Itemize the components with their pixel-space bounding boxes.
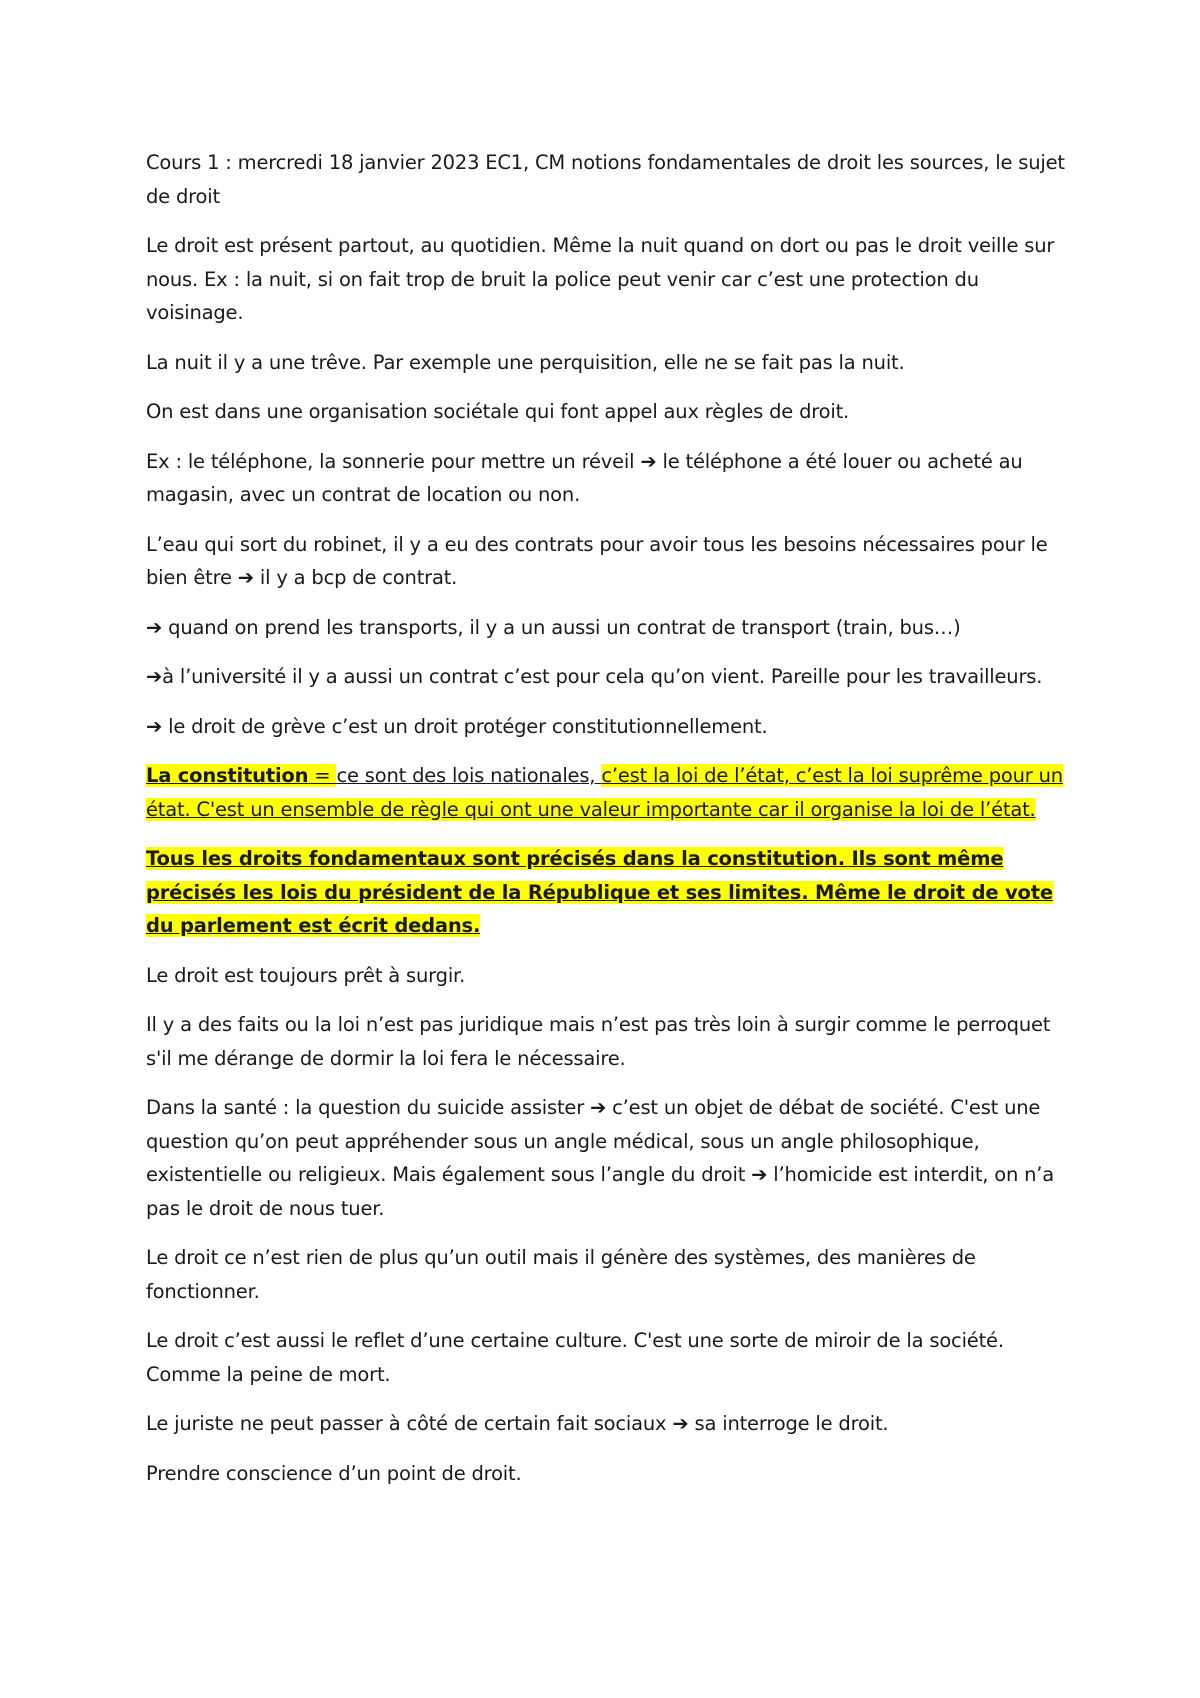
constitution-term: La constitution — [146, 764, 309, 787]
paragraph: Le juriste ne peut passer à côté de certain fait sociaux ➔ sa interroge le droit. — [146, 1412, 889, 1435]
paragraph: Ex : le téléphone, la sonnerie pour mettre un réveil ➔ le téléphone a été louer ou acheté au magasin, avec un contrat de location ou non. — [146, 449, 1023, 506]
paragraph: L’eau qui sort du robinet, il y a eu des contrats pour avoir tous les besoins nécessaires pour le bien être ➔ il y a bcp de contrat. — [146, 532, 1048, 589]
constitution-highlight: c’est la loi de l’état, c’est la loi suprême pour un état. C'est un ensemble de règle qui ont une valeur importante car il organise la loi de l’état. — [146, 764, 1063, 821]
paragraph: La nuit il y a une trêve. Par exemple une perquisition, elle ne se fait pas la nuit. — [146, 350, 905, 374]
paragraph: Le droit ce n’est rien de plus qu’un outil mais il génère des systèmes, des manières de fonctionner. — [146, 1246, 976, 1303]
paragraph: Le droit est toujours prêt à surgir. — [146, 963, 466, 987]
bold-highlight-paragraph — [146, 842, 1066, 943]
equals-sign: = — [308, 764, 337, 787]
paragraph: On est dans une organisation sociétale qui font appel aux règles de droit. — [146, 400, 850, 423]
paragraph: ➔ quand on prend les transports, il y a un aussi un contrat de transport (train, bus…) — [146, 615, 961, 639]
constitution-definition — [146, 759, 1066, 826]
paragraph: Il y a des faits ou la loi n’est pas juridique mais n’est pas très loin à surgir comme le perroquet s'il me dérange de dormir la loi fera le nécessaire. — [146, 1013, 1051, 1070]
paragraph: Le droit c’est aussi le reflet d’une certaine culture. C'est une sorte de miroir de la société. Comme la peine de mort. — [146, 1329, 1004, 1386]
course-heading: Cours 1 : mercredi 18 janvier 2023 EC1, CM notions fondamentales de droit les sources, le sujet de droit — [146, 151, 1065, 208]
paragraph: ➔ le droit de grève c’est un droit protéger constitutionnellement. — [146, 714, 768, 738]
paragraph: Prendre conscience d’un point de droit. — [146, 1461, 522, 1485]
constitution-middle: ce sont des lois nationales, — [336, 764, 602, 787]
paragraph: Le droit est présent partout, au quotidien. Même la nuit quand on dort ou pas le droit veille sur nous. Ex : la nuit, si on fait trop de bruit la police peut venir car c’est une protection du voisinage. — [146, 234, 1055, 324]
document-page — [146, 146, 1066, 1506]
fundamental-rights-text: Tous les droits fondamentaux sont précisés dans la constitution. Ils sont même précisés les lois du président de la République et ses limites. Même le droit de vote du parlement est écrit dedans. — [146, 847, 1053, 937]
paragraph: ➔à l’université il y a aussi un contrat c’est pour cela qu’on vient. Pareille pour les travailleurs. — [146, 665, 1043, 688]
paragraph: Dans la santé : la question du suicide assister ➔ c’est un objet de débat de société. C'est une question qu’on peut appréhender sous un angle médical, sous un angle philosophique, existentielle ou religieux. Mais également sous l’angle du droit ➔ l’homicide est interdit, on n’a pas le droit de nous tuer. — [146, 1096, 1055, 1220]
